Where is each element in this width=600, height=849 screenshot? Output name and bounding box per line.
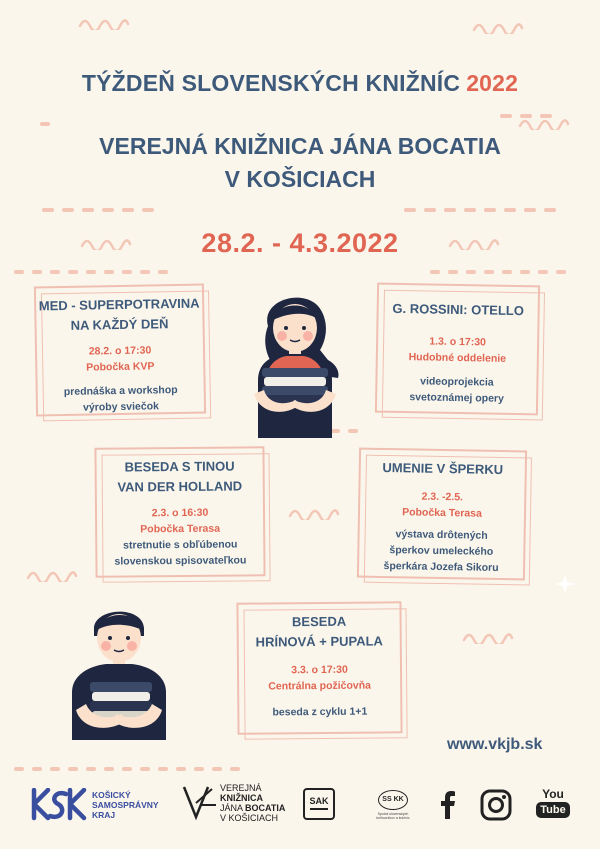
event-card-otello [375,283,540,416]
vkjb-text-line: KNIŽNICA [220,793,263,803]
event-title-line: G. ROSSINI: OTELLO [392,300,525,319]
event-card-tina [94,446,265,577]
ksk-logo-mark [30,788,90,822]
event-card-jewelry [357,448,527,581]
sak-label: SAK [309,796,329,806]
event-desc-line: šperkára Jozefa Sikoru [383,559,499,574]
library-name [0,130,600,196]
ksk-text-line: KOŠICKÝ [92,790,131,800]
event-desc-line: stretnutie s obľúbenou [123,538,238,552]
event-card-hrinova-pupala [236,601,402,734]
vkjb-text-line: BOCATIA [245,803,286,813]
squiggle-decoration [472,20,524,34]
library-name-line1: VEREJNÁ KNIŽNICA JÁNA BOCATIA [99,133,501,159]
youtube-icon[interactable] [536,788,570,818]
ksk-text-line: KRAJ [92,810,116,820]
dotted-line-decoration [0,762,600,776]
squiggle-decoration [78,16,130,30]
event-time: 2.3. -2.5. [421,490,464,504]
event-desc-line: beseda z cyklu 1+1 [272,705,368,719]
event-time: 2.3. o 16:30 [151,506,209,520]
woman-with-books-illustration [240,290,350,438]
sskk-label: SS KK [378,790,408,810]
event-desc-line: slovenskou spisovateľkou [114,554,247,568]
event-title-line: UMENIE V ŠPERKU [382,459,504,478]
event-place: Pobočka KVP [86,360,155,374]
vkjb-text-line: VEREJNÁ [220,783,262,793]
event-title-main: TÝŽDEŇ SLOVENSKÝCH KNIŽNÍC [81,70,461,96]
event-title-line: BESEDA [291,613,347,630]
event-desc-line: prednáška a workshop [63,384,178,398]
event-title-line: BESEDA S TINOU [124,458,235,475]
event-card-honey [34,284,206,417]
event-desc-line: výstava drôtených [395,528,488,542]
event-year: 2022 [466,70,519,96]
vkjb-logo-mark [182,783,218,823]
youtube-label-tube: Tube [536,802,570,818]
squiggle-decoration [288,506,340,520]
squiggle-decoration [462,630,514,644]
facebook-icon[interactable] [440,791,456,819]
event-place: Hudobné oddelenie [408,351,507,365]
date-range: 28.2. - 4.3.2022 [201,228,399,258]
event-title-line: VAN DER HOLLAND [117,478,243,495]
event-title [0,70,600,97]
squiggle-decoration [26,568,78,582]
man-with-books-illustration [64,600,174,740]
youtube-label-you: You [542,787,564,801]
event-place: Centrálna požičovňa [268,679,372,693]
event-desc-line: videoprojekcia [420,375,494,389]
event-title-line: MED - SUPERPOTRAVINA [38,295,200,314]
vkjb-text-line: JÁNA [220,803,243,813]
sskk-logo [376,790,410,820]
ksk-logo [30,788,159,822]
event-place: Pobočka Terasa [402,506,482,520]
event-desc-line: výroby sviečok [82,400,160,414]
vkjb-text-line: V KOŠICIACH [220,813,279,823]
event-desc-line: svetoznámej opery [409,391,505,405]
dotted-line-decoration [0,200,600,220]
sak-logo [303,788,335,820]
event-time: 28.2. o 17:30 [88,344,152,358]
event-time: 3.3. o 17:30 [291,663,348,677]
library-name-line2: V KOŠICIACH [224,166,376,192]
event-desc-line: šperkov umeleckého [389,544,494,558]
instagram-icon[interactable] [480,789,512,821]
ksk-text-line: SAMOSPRÁVNY [92,800,159,810]
website-link[interactable]: www.vkjb.sk [447,736,543,753]
event-title-line: NA KAŽDÝ DEŇ [70,316,169,333]
event-place: Pobočka Terasa [140,522,221,536]
vkjb-logo [182,783,285,823]
dotted-line-decoration [0,262,600,282]
star-decoration [554,573,576,595]
sskk-sub: Spolok slovenských knihovníkov a knižníc [376,812,410,820]
event-title-line: HRÍNOVÁ + PUPALA [255,633,383,650]
event-time: 1.3. o 17:30 [429,335,487,349]
